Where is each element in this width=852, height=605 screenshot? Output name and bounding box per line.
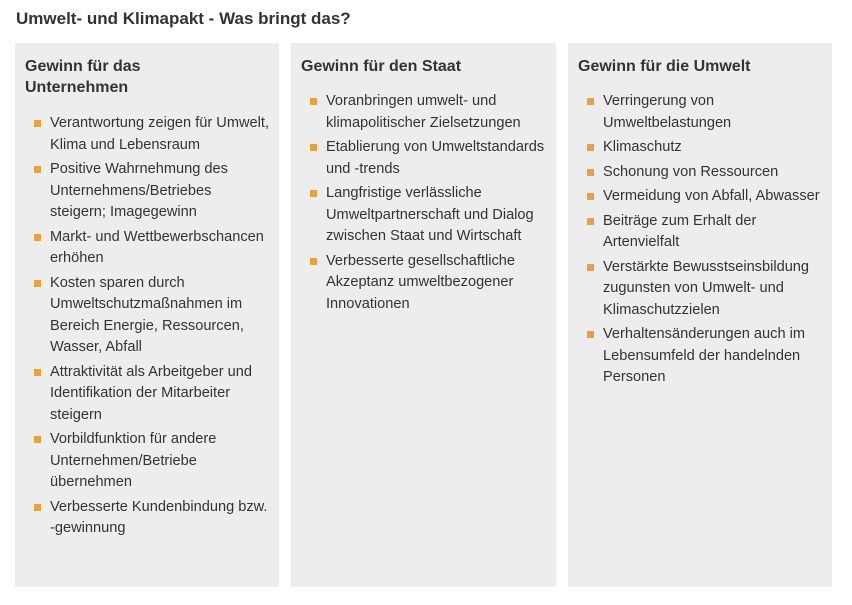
- list-item-text: Verstärkte Bewusstseinsbildung zugunsten von Umwelt- und Klimaschutzzielen: [603, 258, 810, 318]
- square-bullet-icon: [34, 234, 41, 241]
- list-item-text: Positive Wahrnehmung des Unternehmens/Betriebes steigern; Imagegewinn: [50, 161, 228, 220]
- list-item: [316, 91, 546, 134]
- list-item-text: Voranbringen umwelt- und klimapolitischer Zielsetzungen: [326, 93, 521, 131]
- list-item-text: Verbesserte gesellschaftliche Akzeptanz umweltbezogener Innovationen: [326, 252, 516, 312]
- list-item-text: Verringerung von Umweltbelastungen: [603, 93, 732, 131]
- list-item: [316, 137, 546, 180]
- square-bullet-icon: [34, 166, 41, 173]
- square-bullet-icon: [34, 504, 41, 511]
- square-bullet-icon: [34, 120, 41, 127]
- square-bullet-icon: [587, 144, 594, 151]
- square-bullet-icon: [310, 144, 317, 151]
- column-title-company: Gewinn für das Unternehmen: [25, 58, 141, 96]
- column-title-state: Gewinn für den Staat: [301, 58, 462, 75]
- list-item-text: Etablierung von Umweltstandards und -trends: [326, 139, 545, 177]
- list-item: [593, 257, 822, 322]
- column-company: [15, 43, 279, 587]
- list-item-text: Attraktivität als Arbeitgeber und Identifikation der Mitarbeiter steigern: [50, 363, 252, 423]
- list-item-text: Verantwortung zeigen für Umwelt, Klima und Lebensraum: [50, 115, 270, 153]
- list-item-text: Vermeidung von Abfall, Abwasser: [603, 188, 820, 204]
- list-item: [40, 273, 269, 359]
- list-item: [40, 497, 269, 540]
- square-bullet-icon: [587, 264, 594, 271]
- list-item: [593, 186, 822, 208]
- square-bullet-icon: [310, 190, 317, 197]
- list-item-text: Verbesserte Kundenbindung bzw. -gewinnung: [50, 498, 268, 536]
- list-item-text: Kosten sparen durch Umweltschutzmaßnahmen im Bereich Energie, Ressourcen, Wasser, Abfall: [50, 274, 244, 355]
- list-item: [593, 137, 822, 159]
- list-item-text: Vorbildfunktion für andere Unternehmen/Betriebe übernehmen: [50, 431, 217, 490]
- list-item: [593, 324, 822, 389]
- list-item: [40, 227, 269, 270]
- column-title-environment: Gewinn für die Umwelt: [578, 58, 751, 75]
- square-bullet-icon: [310, 258, 317, 265]
- square-bullet-icon: [34, 369, 41, 376]
- square-bullet-icon: [34, 436, 41, 443]
- benefit-list-environment: [578, 91, 822, 389]
- column-state: [291, 43, 556, 587]
- square-bullet-icon: [34, 280, 41, 287]
- list-item-text: Langfristige verlässliche Umweltpartnerschaft und Dialog zwischen Staat und Wirtschaft: [326, 185, 534, 244]
- benefit-list-state: [301, 91, 546, 315]
- square-bullet-icon: [587, 193, 594, 200]
- list-item: [40, 159, 269, 224]
- list-item-text: Beiträge zum Erhalt der Artenvielfalt: [603, 212, 757, 250]
- square-bullet-icon: [587, 169, 594, 176]
- list-item: [593, 162, 822, 184]
- list-item-text: Klimaschutz: [603, 139, 682, 155]
- list-item: [40, 362, 269, 427]
- square-bullet-icon: [310, 98, 317, 105]
- list-item: [40, 429, 269, 494]
- list-item-text: Schonung von Ressourcen: [603, 163, 779, 180]
- list-item: [40, 113, 269, 156]
- list-item-text: Verhaltensänderungen auch im Lebensumfeld der handelnden Personen: [603, 326, 806, 385]
- column-environment: [568, 43, 832, 587]
- list-item: [316, 251, 546, 316]
- square-bullet-icon: [587, 331, 594, 338]
- square-bullet-icon: [587, 218, 594, 225]
- list-item-text: Markt- und Wettbewerbschancen erhöhen: [50, 228, 264, 266]
- list-item: [593, 211, 822, 254]
- list-item: [316, 183, 546, 248]
- page-title: Umwelt- und Klimapakt - Was bringt das?: [16, 9, 351, 28]
- list-item: [593, 91, 822, 134]
- square-bullet-icon: [587, 98, 594, 105]
- benefit-list-company: [25, 113, 269, 540]
